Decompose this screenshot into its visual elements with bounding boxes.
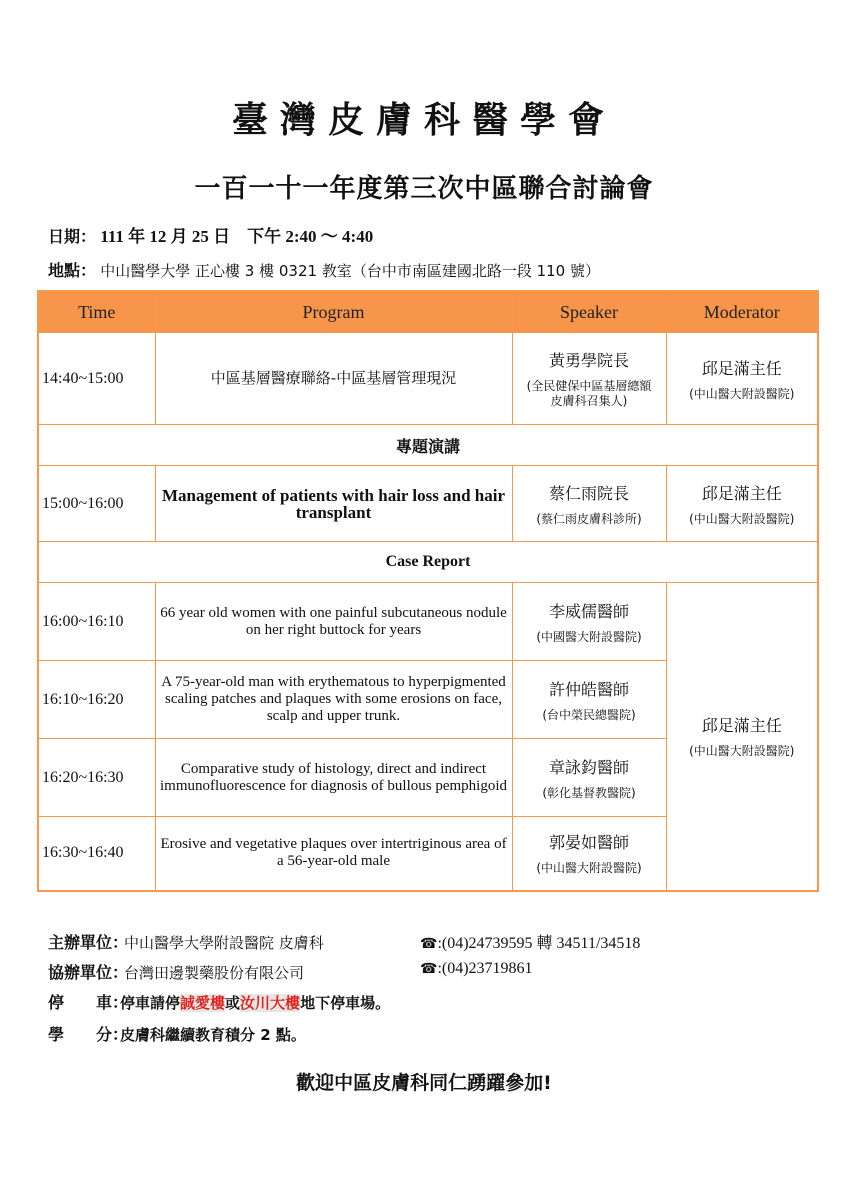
moderator-affiliation: (中山醫大附設醫院) xyxy=(689,744,795,759)
parking-text-post: 地下停車場。 xyxy=(300,994,391,1012)
speaker-affiliation: (全民健保中區基層總額皮膚科召集人) xyxy=(526,379,652,408)
moderator-affiliation: (中山醫大附設醫院) xyxy=(689,386,795,401)
speaker-affiliation: (蔡仁雨皮膚科診所) xyxy=(536,511,642,526)
row-speaker xyxy=(512,583,666,661)
co-organizer-phone-number: :(04)23719861 xyxy=(437,960,533,977)
parking-line xyxy=(48,990,390,1013)
moderator-name: 邱足滿主任 xyxy=(701,483,782,503)
header-moderator: Moderator xyxy=(666,291,818,333)
credit-label: 學 分： xyxy=(48,1025,129,1044)
parking-place-1: 誠愛樓 xyxy=(180,994,226,1012)
moderator-affiliation: (中山醫大附設醫院) xyxy=(689,511,795,526)
page-title: 臺灣皮膚科醫學會 xyxy=(231,100,616,141)
row-time: 16:20~16:30 xyxy=(38,739,155,817)
speaker-affiliation: (中國醫大附設醫院) xyxy=(536,629,642,644)
section-keynote: 專題演講 xyxy=(38,425,818,466)
row-speaker xyxy=(512,661,666,739)
place-label: 地點： xyxy=(48,261,97,280)
speaker-affiliation: (彰化基督教醫院) xyxy=(542,785,636,800)
header-speaker: Speaker xyxy=(512,291,666,333)
section-case-report: Case Report xyxy=(38,542,818,583)
speaker-affiliation: (台中榮民總醫院) xyxy=(542,707,636,722)
row-moderator xyxy=(666,466,818,542)
moderator-name: 邱足滿主任 xyxy=(701,358,782,378)
page-subtitle: 一百一十一年度第三次中區聯合討論會 xyxy=(194,174,654,204)
program-table xyxy=(37,290,819,892)
row-time: 16:10~16:20 xyxy=(38,661,155,739)
header-time: Time xyxy=(38,291,155,333)
parking-text-pre: 停車請停 xyxy=(120,994,181,1012)
co-organizer-value: 台灣田邊製藥股份有限公司 xyxy=(124,964,305,982)
co-organizer-label: 協辦單位： xyxy=(48,963,129,982)
organizer-phone-number: :(04)24739595 轉 34511/34518 xyxy=(437,935,641,952)
table-header-row xyxy=(38,291,818,333)
speaker-name: 許仲皓醫師 xyxy=(548,679,629,699)
co-organizer-line xyxy=(48,960,304,983)
row-program: A 75-year-old man with erythematous to hyperpigmented scaling patches and plaques with some erosions on face, scalp and upper trunk. xyxy=(155,661,512,739)
row-time: 16:00~16:10 xyxy=(38,583,155,661)
phone-icon: ☎ xyxy=(420,937,438,952)
speaker-name: 黃勇學院長 xyxy=(548,351,629,370)
row-speaker xyxy=(512,466,666,542)
table-row xyxy=(38,466,818,542)
speaker-name: 章詠鈞醫師 xyxy=(548,757,629,777)
date-value: 111 年 12 月 25 日 下午 2:40 ～ 4:40 xyxy=(100,227,374,246)
phone-icon: ☎ xyxy=(420,962,438,977)
row-program: Erosive and vegetative plaques over intertriginous area of a 56-year-old male xyxy=(155,817,512,891)
speaker-name: 李威儒醫師 xyxy=(548,601,629,621)
row-program: Comparative study of histology, direct and indirect immunofluorescence for diagnosis of bullous pemphigoid xyxy=(155,739,512,817)
date-label: 日期： xyxy=(48,227,97,246)
row-time: 16:30~16:40 xyxy=(38,817,155,891)
row-speaker xyxy=(512,333,666,425)
organizer-label: 主辦單位： xyxy=(48,933,129,952)
table-row xyxy=(38,583,818,661)
row-speaker xyxy=(512,739,666,817)
co-organizer-phone xyxy=(420,960,533,978)
parking-text-mid: 或 xyxy=(225,994,241,1012)
event-date xyxy=(48,222,373,247)
organizer-line xyxy=(48,930,324,953)
credit-value: 皮膚科繼續教育積分 2 點。 xyxy=(120,1026,306,1044)
organizer-value: 中山醫學大學附設醫院 皮膚科 xyxy=(124,934,324,952)
section-row xyxy=(38,425,818,466)
row-program: 中區基層醫療聯絡-中區基層管理現況 xyxy=(155,333,512,425)
table-row xyxy=(38,333,818,425)
parking-place-2: 汝川大樓 xyxy=(240,994,301,1012)
case-moderator xyxy=(666,583,818,891)
row-program: 66 year old women with one painful subcutaneous nodule on her right buttock for years xyxy=(155,583,512,661)
speaker-affiliation: (中山醫大附設醫院) xyxy=(536,861,642,876)
row-moderator xyxy=(666,333,818,425)
parking-label: 停 車： xyxy=(48,993,129,1012)
row-time: 14:40~15:00 xyxy=(38,333,155,425)
row-program: Management of patients with hair loss and hair transplant xyxy=(155,466,512,542)
section-row xyxy=(38,542,818,583)
place-value: 中山醫學大學 正心樓 3 樓 0321 教室（台中市南區建國北路一段 110 號） xyxy=(100,262,600,280)
organizer-phone xyxy=(420,930,640,953)
welcome-message: 歡迎中區皮膚科同仁踴躍參加! xyxy=(296,1072,552,1094)
row-speaker xyxy=(512,817,666,891)
speaker-name: 蔡仁雨院長 xyxy=(548,483,629,503)
header-program: Program xyxy=(155,291,512,333)
moderator-name: 邱足滿主任 xyxy=(701,716,782,736)
credit-line xyxy=(48,1022,306,1045)
row-time: 15:00~16:00 xyxy=(38,466,155,542)
event-place xyxy=(48,258,600,281)
speaker-name: 郭晏如醫師 xyxy=(548,833,629,853)
